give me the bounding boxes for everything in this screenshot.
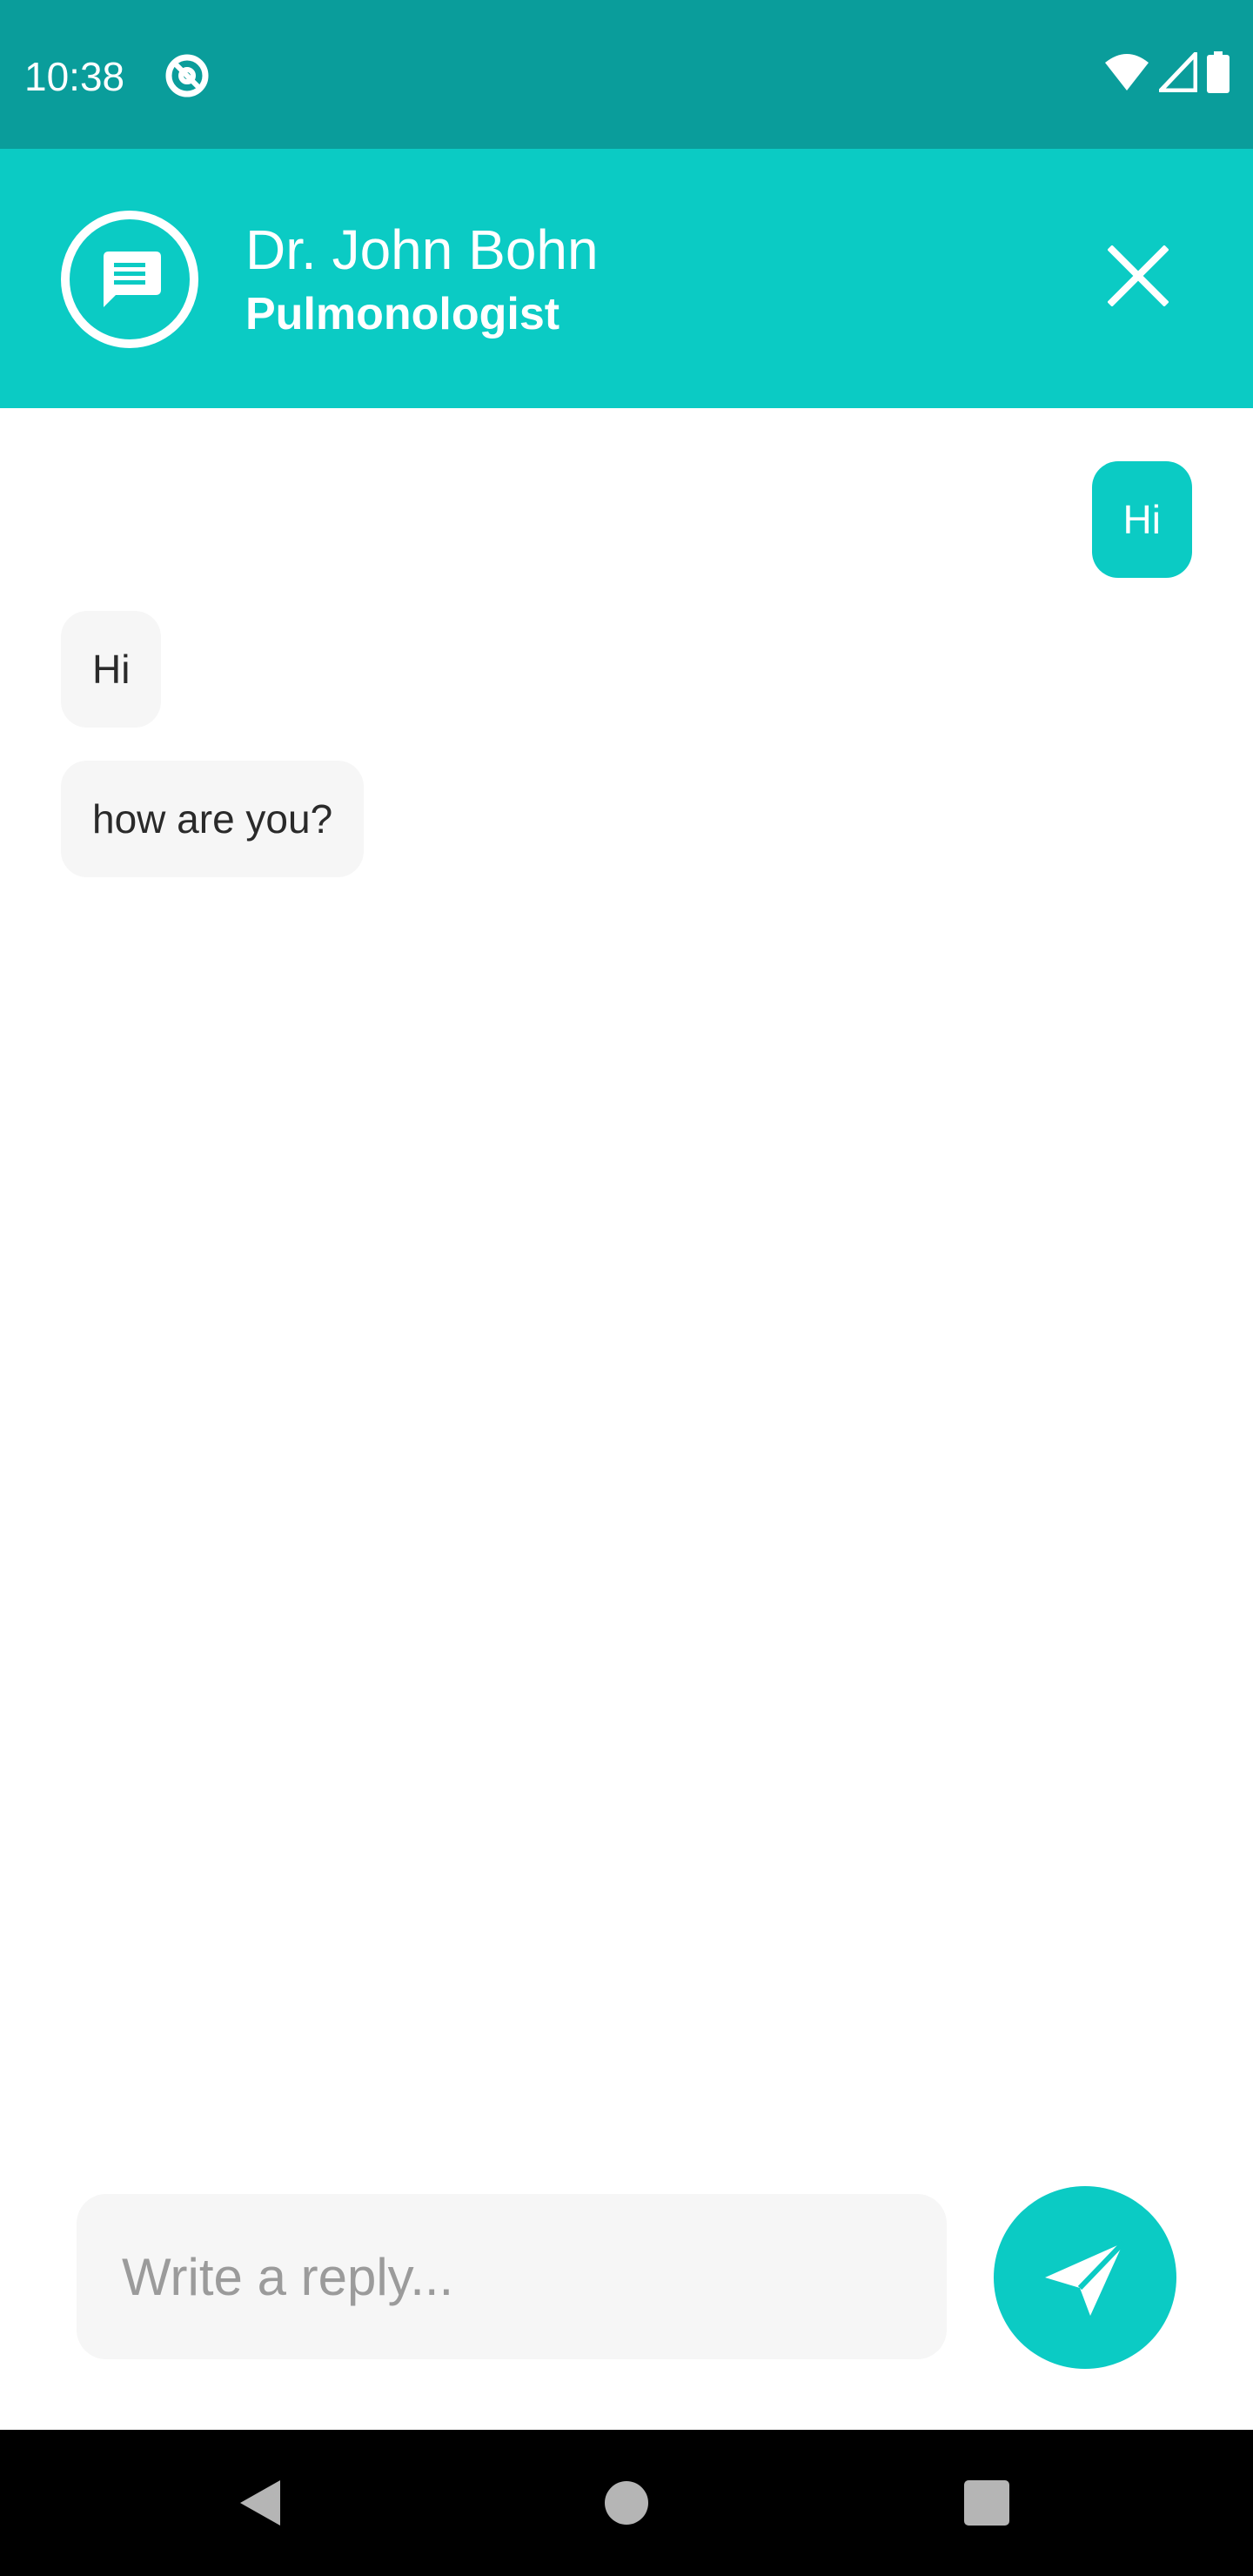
chat-bubble-icon <box>61 211 198 348</box>
send-icon <box>1042 2234 1129 2321</box>
message-incoming: how are you? <box>61 761 364 877</box>
home-icon <box>603 2479 650 2526</box>
signal-icon <box>1159 52 1197 97</box>
back-icon <box>235 2477 287 2529</box>
navigation-bar <box>0 2430 1253 2576</box>
battery-icon <box>1206 51 1230 97</box>
home-button[interactable] <box>583 2459 670 2546</box>
recents-button[interactable] <box>943 2459 1030 2546</box>
message-outgoing: Hi <box>1092 461 1192 578</box>
send-button[interactable] <box>994 2186 1176 2369</box>
close-button[interactable] <box>1095 232 1182 319</box>
message-list[interactable] <box>0 408 1253 2157</box>
status-icons <box>1103 52 1230 96</box>
close-icon <box>1108 245 1169 306</box>
recents-icon <box>963 2479 1010 2526</box>
message-incoming: Hi <box>61 611 161 728</box>
status-bar <box>0 0 1253 149</box>
doctor-name: Dr. John Bohn <box>245 218 599 281</box>
chat-header <box>0 149 1253 408</box>
status-time: 10:38 <box>24 54 125 99</box>
at-sign-icon <box>164 52 211 99</box>
wifi-icon <box>1103 52 1150 97</box>
back-button[interactable] <box>218 2459 305 2546</box>
reply-input[interactable] <box>77 2194 947 2359</box>
doctor-specialty: Pulmonologist <box>245 289 560 339</box>
